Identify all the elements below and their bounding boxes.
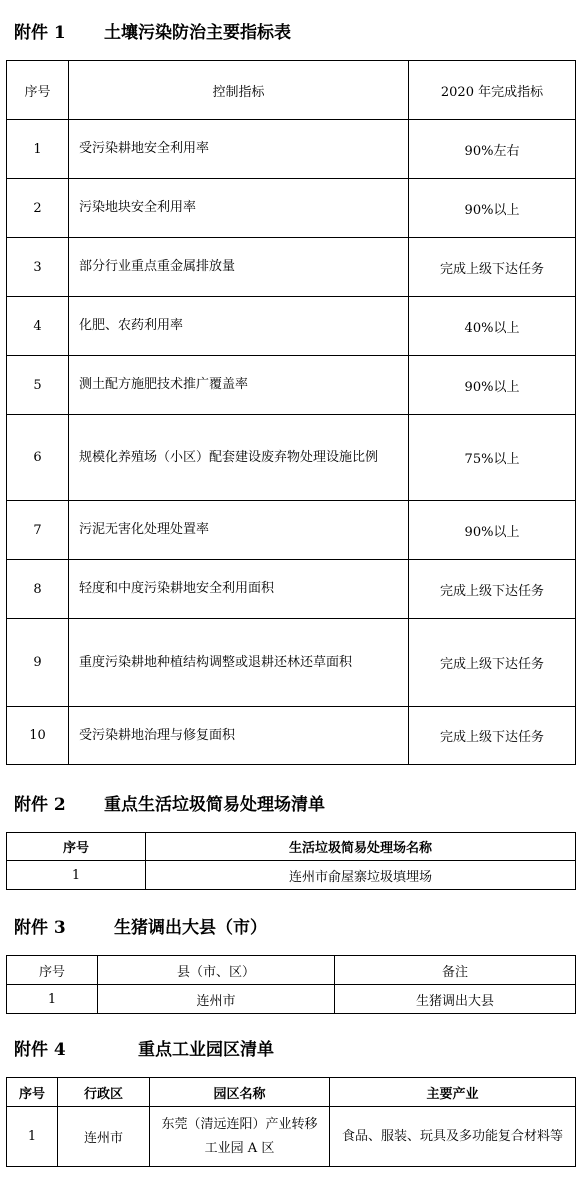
row-no: 6 xyxy=(7,415,69,501)
row-landfill-name: 连州市俞屋寨垃圾填埋场 xyxy=(146,861,576,890)
row-no: 10 xyxy=(7,707,69,765)
header-landfill-name: 生活垃圾简易处理场名称 xyxy=(146,833,576,861)
row-target: 40%以上 xyxy=(409,297,576,356)
row-indicator: 规模化养殖场（小区）配套建设废弃物处理设施比例 xyxy=(69,415,409,501)
table-row xyxy=(7,1107,576,1167)
annex-3-title: 生猪调出大县（市） xyxy=(114,918,267,938)
row-park-name: 东莞（清远连阳）产业转移工业园 A 区 xyxy=(150,1107,330,1167)
annex-2-title: 重点生活垃圾简易处理场清单 xyxy=(104,795,325,815)
annex-4-number: 附件 4 xyxy=(14,1040,66,1060)
row-no: 1 xyxy=(7,861,146,890)
row-target: 90%以上 xyxy=(409,356,576,415)
table-row xyxy=(7,238,576,297)
table-row xyxy=(7,560,576,619)
annex-4-title: 重点工业园区清单 xyxy=(138,1040,274,1060)
header-industry: 主要产业 xyxy=(330,1078,576,1107)
row-district: 连州市 xyxy=(58,1107,150,1167)
table-row xyxy=(7,707,576,765)
row-indicator: 污染地块安全利用率 xyxy=(69,179,409,238)
table-row xyxy=(7,619,576,707)
header-county: 县（市、区） xyxy=(98,956,335,985)
table-row xyxy=(7,985,576,1014)
row-target: 90%以上 xyxy=(409,179,576,238)
row-indicator: 重度污染耕地种植结构调整或退耕还林还草面积 xyxy=(69,619,409,707)
industrial-park-table xyxy=(6,1077,576,1167)
annex-3-number: 附件 3 xyxy=(14,918,66,938)
row-indicator: 受污染耕地治理与修复面积 xyxy=(69,707,409,765)
row-no: 1 xyxy=(7,120,69,179)
annex-3-heading xyxy=(14,913,267,938)
row-no: 9 xyxy=(7,619,69,707)
table-row xyxy=(7,297,576,356)
row-target: 完成上级下达任务 xyxy=(409,560,576,619)
row-indicator: 测土配方施肥技术推广覆盖率 xyxy=(69,356,409,415)
annex-1-title: 土壤污染防治主要指标表 xyxy=(104,23,291,43)
header-note: 备注 xyxy=(335,956,576,985)
row-target: 90%左右 xyxy=(409,120,576,179)
row-no: 8 xyxy=(7,560,69,619)
table-row xyxy=(7,501,576,560)
header-no: 序号 xyxy=(7,956,98,985)
header-district: 行政区 xyxy=(58,1078,150,1107)
row-indicator: 轻度和中度污染耕地安全利用面积 xyxy=(69,560,409,619)
table-row xyxy=(7,356,576,415)
row-indicator: 化肥、农药利用率 xyxy=(69,297,409,356)
row-indicator: 部分行业重点重金属排放量 xyxy=(69,238,409,297)
row-no: 3 xyxy=(7,238,69,297)
annex-1-heading xyxy=(14,18,291,43)
table-header-row xyxy=(7,1078,576,1107)
pig-county-table xyxy=(6,955,576,1014)
annex-4-heading xyxy=(14,1035,274,1060)
header-no: 序号 xyxy=(7,61,69,120)
table-row xyxy=(7,120,576,179)
row-note: 生猪调出大县 xyxy=(335,985,576,1014)
header-target: 2020 年完成指标 xyxy=(409,61,576,120)
annex-1-number: 附件 1 xyxy=(14,23,66,43)
row-county: 连州市 xyxy=(98,985,335,1014)
row-target: 完成上级下达任务 xyxy=(409,619,576,707)
row-industry: 食品、服装、玩具及多功能复合材料等 xyxy=(330,1107,576,1167)
row-target: 75%以上 xyxy=(409,415,576,501)
table-header-row xyxy=(7,833,576,861)
header-no: 序号 xyxy=(7,833,146,861)
table-row xyxy=(7,415,576,501)
header-indicator: 控制指标 xyxy=(69,61,409,120)
row-no: 1 xyxy=(7,1107,58,1167)
row-no: 4 xyxy=(7,297,69,356)
header-no: 序号 xyxy=(7,1078,58,1107)
row-target: 完成上级下达任务 xyxy=(409,238,576,297)
table-header-row xyxy=(7,956,576,985)
row-no: 5 xyxy=(7,356,69,415)
annex-2-heading xyxy=(14,790,325,815)
row-no: 2 xyxy=(7,179,69,238)
row-target: 完成上级下达任务 xyxy=(409,707,576,765)
indicator-table xyxy=(6,60,576,765)
row-indicator: 受污染耕地安全利用率 xyxy=(69,120,409,179)
annex-2-number: 附件 2 xyxy=(14,795,66,815)
table-header-row xyxy=(7,61,576,120)
row-no: 1 xyxy=(7,985,98,1014)
row-indicator: 污泥无害化处理处置率 xyxy=(69,501,409,560)
row-no: 7 xyxy=(7,501,69,560)
landfill-table xyxy=(6,832,576,890)
header-park-name: 园区名称 xyxy=(150,1078,330,1107)
row-target: 90%以上 xyxy=(409,501,576,560)
table-row xyxy=(7,861,576,890)
table-row xyxy=(7,179,576,238)
